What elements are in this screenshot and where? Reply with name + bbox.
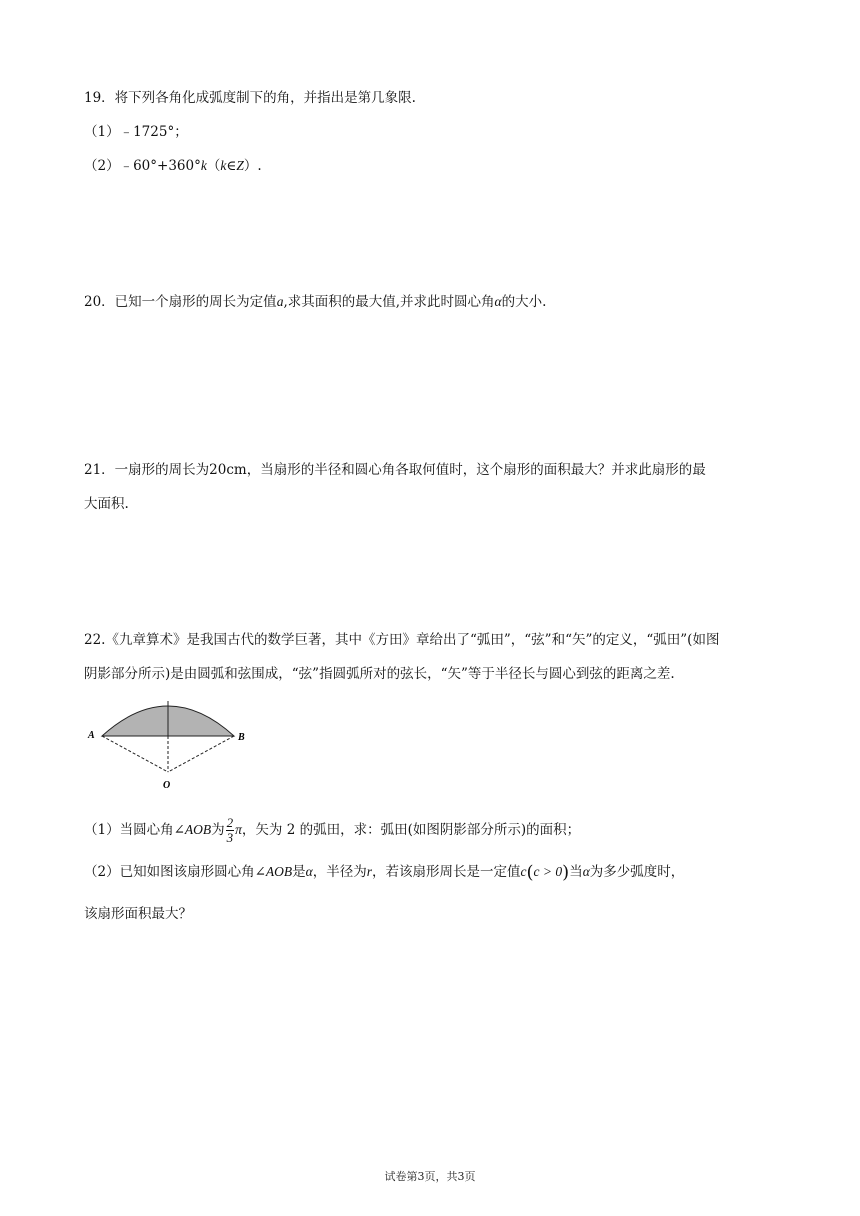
page-footer: 试卷第3页，共3页 — [384, 1170, 476, 1183]
label-b: B — [238, 732, 245, 743]
q20-part-b: ,求其面积的最大值,并求此时圆心角 — [283, 294, 495, 310]
radius-ob — [168, 736, 234, 772]
q20-text — [84, 292, 546, 312]
q22-p2-c: ，半径为 — [312, 864, 367, 880]
q22-part2-line1 — [84, 860, 684, 885]
q22-p1-num: 2 — [226, 815, 234, 830]
q22-p1-a: （1）当圆心角 — [84, 822, 174, 838]
q22-p1-den: 3 — [226, 830, 234, 845]
q22-p2-condition: c > 0 — [533, 864, 563, 879]
arc-field-figure — [84, 692, 264, 792]
q19-part2-k2: k — [220, 158, 227, 173]
q22-p2-f: 为多少弧度时， — [589, 864, 685, 880]
q22-p2-r: r — [366, 864, 373, 879]
q20-part-a: 20．已知一个扇形的周长为定值 — [84, 294, 277, 310]
q22-p2-a: （2）已知如图该扇形圆心角 — [84, 864, 255, 880]
q22-p1-pi: π — [235, 822, 242, 837]
q22-p1-fraction — [226, 816, 235, 845]
q22-part2-line2: 该扇形面积最大？ — [84, 906, 192, 922]
label-a: A — [88, 730, 95, 741]
q22-p1-c: ，矢为 2 的弧田，求：弧田(如图阴影部分所示)的面积； — [241, 822, 581, 838]
q20-part-c: 的大小. — [501, 294, 547, 310]
q19-part2-k: k — [200, 158, 207, 173]
q22-p1-b: 为 — [211, 822, 225, 838]
q20-var-a: a — [276, 294, 284, 309]
q22-part1 — [84, 816, 580, 845]
q22-p2-paren-right: ) — [562, 862, 570, 883]
q19-part2 — [84, 156, 262, 176]
q21-line2: 大面积. — [84, 496, 129, 512]
q22-p2-e: 当 — [569, 864, 583, 880]
q22-p2-alpha2: α — [582, 864, 590, 879]
q19-part2-expr: （2）﹣60°+360° — [84, 158, 201, 174]
q21-line1: 21．一扇形的周长为20cm，当扇形的半径和圆心角各取何值时，这个扇形的面积最大？并求此扇形的最 — [84, 462, 706, 478]
q22-line1: 22.《九章算术》是我国古代的数学巨著，其中《方田》章给出了“弧田”，“弦”和“矢”的定义，“弧田”(如图 — [84, 632, 720, 648]
q20-var-alpha: α — [494, 294, 502, 309]
q19-part2-close: ）. — [243, 158, 262, 174]
q22-p1-angle: ∠AOB — [173, 822, 212, 837]
q22-p2-cvar: c — [520, 864, 527, 879]
q22-p2-alpha: α — [305, 864, 313, 879]
q22-p2-d: ，若该扇形周长是一定值 — [372, 864, 521, 880]
q22-p2-angle: ∠AOB — [254, 864, 293, 879]
q19-part2-open: （ — [206, 158, 221, 174]
q19-part2-in: ∈ — [226, 158, 237, 174]
q22-line2: 阴影部分所示)是由圆弧和弦围成，“弦”指圆弧所对的弦长，“矢”等于半径长与圆心到弦的距离之差. — [84, 666, 675, 682]
q19-part2-z: Z — [236, 158, 244, 173]
q19-part1: （1）﹣1725°； — [84, 124, 188, 140]
q19-stem: 19．将下列各角化成弧度制下的角，并指出是第几象限. — [84, 90, 416, 106]
q22-p2-paren-left: ( — [526, 862, 534, 883]
q22-p2-b: 是 — [292, 864, 306, 880]
label-o: O — [163, 780, 171, 791]
radius-oa — [102, 736, 168, 772]
